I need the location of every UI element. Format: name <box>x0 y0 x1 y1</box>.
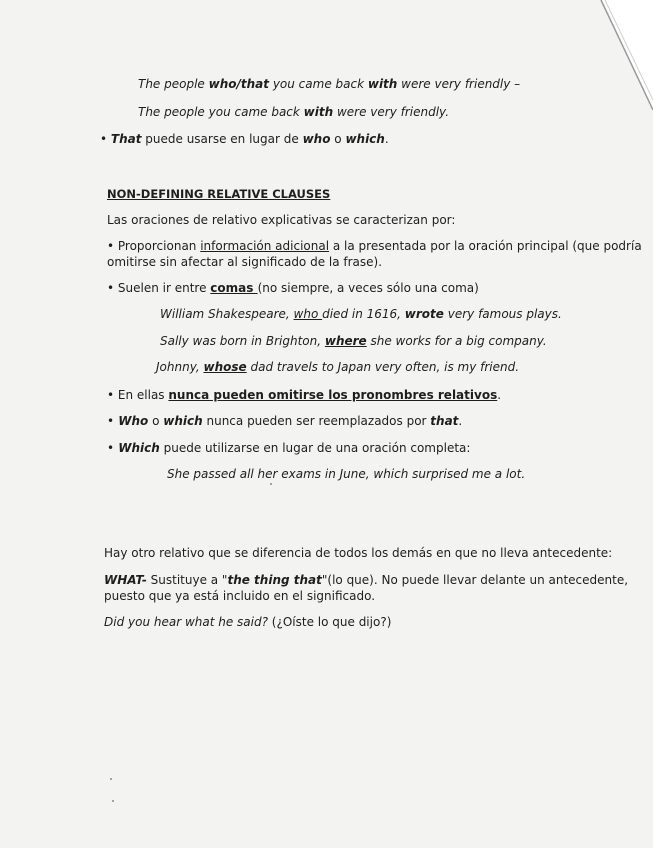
note-that-line: • That puede usarse en lugar de who o which. <box>100 132 389 146</box>
example-line-1: The people who/that you came back with were very friendly – <box>138 77 521 91</box>
bullet-comas-line: • Suelen ir entre comas (no siempre, a veces sólo una coma) <box>107 281 479 295</box>
bullet-who-which: • Who o which nunca pueden ser reemplazados por that. <box>107 414 463 428</box>
bullet-which-completa: • Which puede utilizarse en lugar de una oración completa: <box>107 441 471 455</box>
final-example-line: Did you hear what he said? (¿Oíste lo que dijo?) <box>104 615 392 629</box>
what-definition-line-1: WHAT- Sustituye a "the thing that"(lo que). No puede llevar delante un antecedente, <box>104 573 629 587</box>
example-exams: She passed all her exams in June, which surprised me a lot. <box>167 467 526 481</box>
what-definition-line-2: puesto que ya está incluido en el significado. <box>104 589 376 603</box>
example-line-2: The people you came back with were very friendly. <box>138 105 450 119</box>
other-relative-line: Hay otro relativo que se diferencia de todos los demás en que no lleva antecedente: <box>104 546 613 560</box>
example-sally: Sally was born in Brighton, where she works for a big company. <box>160 334 547 348</box>
bullet-informacion-line-2: omitirse sin afectar al significado de la frase). <box>107 255 383 269</box>
scan-speck <box>270 483 272 485</box>
section-heading: NON-DEFINING RELATIVE CLAUSES <box>107 187 331 201</box>
scan-speck <box>112 800 114 802</box>
scan-speck <box>110 778 112 780</box>
example-johnny: Johnny, whose dad travels to Japan very often, is my friend. <box>156 360 520 374</box>
bullet-informacion-line-1: • Proporcionan información adicional a la presentada por la oración principal (que podría <box>107 239 642 253</box>
bullet-nunca-omitirse: • En ellas nunca pueden omitirse los pronombres relativos. <box>107 388 502 402</box>
intro-line: Las oraciones de relativo explicativas se caracterizan por: <box>107 213 456 227</box>
folded-corner-shadow <box>583 0 653 110</box>
example-shakespeare: William Shakespeare, who died in 1616, wrote very famous plays. <box>160 307 562 321</box>
